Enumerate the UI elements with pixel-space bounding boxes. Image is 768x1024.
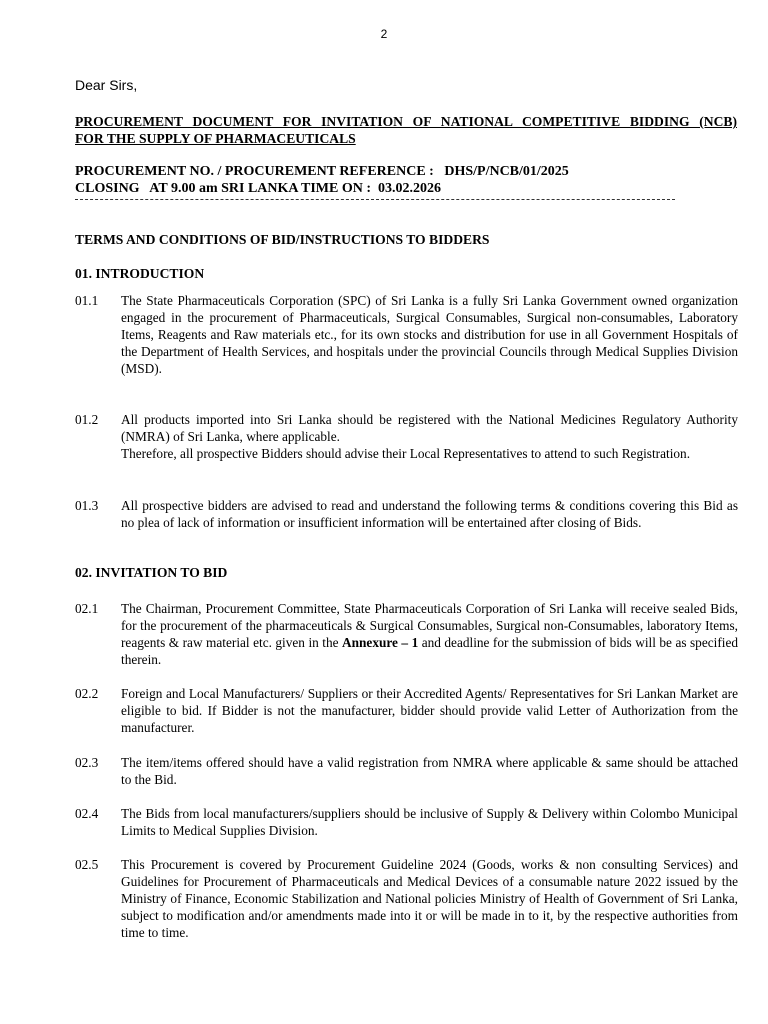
- clause-number: 02.4: [75, 806, 99, 821]
- clause-01-2: [75, 411, 738, 462]
- dashed-divider: [75, 199, 675, 200]
- procurement-ref-label: PROCUREMENT NO. / PROCUREMENT REFERENCE :: [75, 164, 434, 179]
- clause-text: All products imported into Sri Lanka should be registered with the National Medicines Regulatory Authority (NMRA) of Sri Lanka, where applicable.: [121, 412, 738, 444]
- annexure-reference: Annexure – 1: [342, 635, 419, 650]
- section-heading-invitation: 02. INVITATION TO BID: [75, 565, 228, 580]
- clause-text-continued: Therefore, all prospective Bidders should advise their Local Representatives to attend to such Registration.: [121, 446, 691, 461]
- clause-01-1: [75, 292, 738, 377]
- clause-text: Foreign and Local Manufacturers/ Suppliers or their Accredited Agents/ Representatives for Sri Lankan Market are eligible to bid. If Bidder is not the manufacturer, bidder should provide valid Letter of Authorization from the manufacturer.: [121, 686, 738, 735]
- clause-number: 02.2: [75, 686, 99, 701]
- greeting: Dear Sirs,: [75, 77, 138, 93]
- procurement-meta: [75, 163, 569, 197]
- clause-text: The item/items offered should have a valid registration from NMRA where applicable & same should be attached to the Bid.: [121, 755, 738, 787]
- procurement-ref-value: DHS/P/NCB/01/2025: [444, 164, 569, 179]
- clause-02-5: [75, 856, 738, 941]
- clause-text: The State Pharmaceuticals Corporation (SPC) of Sri Lanka is a fully Sri Lanka Government owned organization engaged in the procurement of Pharmaceuticals, Surgical Consumables, Surgical non-consumables, Laboratory Items, Reagents and Raw materials etc., for its own stocks and distribution for use in all Government Hospitals of the Department of Health Services, and hospitals under the provincial Councils through Medical Supplies Division (MSD).: [121, 293, 738, 376]
- clause-number: 01.2: [75, 412, 99, 427]
- section-heading-introduction: 01. INTRODUCTION: [75, 266, 205, 281]
- clause-number: 01.3: [75, 498, 99, 513]
- title-line-1: PROCUREMENT DOCUMENT FOR INVITATION OF NATIONAL COMPETITIVE BIDDING (NCB): [75, 114, 737, 129]
- clause-number: 02.1: [75, 601, 99, 616]
- clause-text: [121, 600, 738, 668]
- clause-02-3: [75, 754, 738, 788]
- clause-01-3: [75, 497, 738, 531]
- clause-text: The Bids from local manufacturers/suppliers should be inclusive of Supply & Delivery within Colombo Municipal Limits to Medical Supplies Division.: [121, 806, 738, 838]
- closing-label: CLOSING AT 9.00 am SRI LANKA TIME ON :: [75, 181, 371, 196]
- clause-number: 02.3: [75, 755, 99, 770]
- clause-text: All prospective bidders are advised to read and understand the following terms & conditions covering this Bid as no plea of lack of information or insufficient information will be entertained after closing of Bids.: [121, 498, 738, 530]
- clause-text: This Procurement is covered by Procurement Guideline 2024 (Goods, works & non consulting Services) and Guidelines for Procurement of Pharmaceuticals and Medical Devices of a consumable nature 2022 issued by the Ministry of Finance, Economic Stabilization and National policies Ministry of Health of Government of Sri Lanka, subject to modification and/or amendments made into it or will be made in to it, by the respective authorities from time to time.: [121, 857, 738, 940]
- page-number: 2: [380, 27, 388, 41]
- clause-text-part: and deadline for the submission of bids will be as specified therein.: [121, 635, 739, 667]
- document-title: [75, 113, 737, 147]
- title-line-2: FOR THE SUPPLY OF PHARMACEUTICALS: [75, 131, 356, 146]
- clause-02-1: [75, 600, 738, 668]
- terms-heading: TERMS AND CONDITIONS OF BID/INSTRUCTIONS TO BIDDERS: [75, 232, 490, 247]
- clause-number: 01.1: [75, 293, 99, 308]
- clause-text-part: The Chairman, Procurement Committee, State Pharmaceuticals Corporation of Sri Lanka will receive sealed Bids, for the procurement of the pharmaceuticals & Surgical Consumables, Surgical non-Consumables, laboratory Items, reagents & raw material etc. given in the: [121, 601, 738, 650]
- closing-date-value: 03.02.2026: [378, 181, 441, 196]
- clause-number: 02.5: [75, 857, 99, 872]
- clause-02-2: [75, 685, 738, 736]
- clause-02-4: [75, 805, 738, 839]
